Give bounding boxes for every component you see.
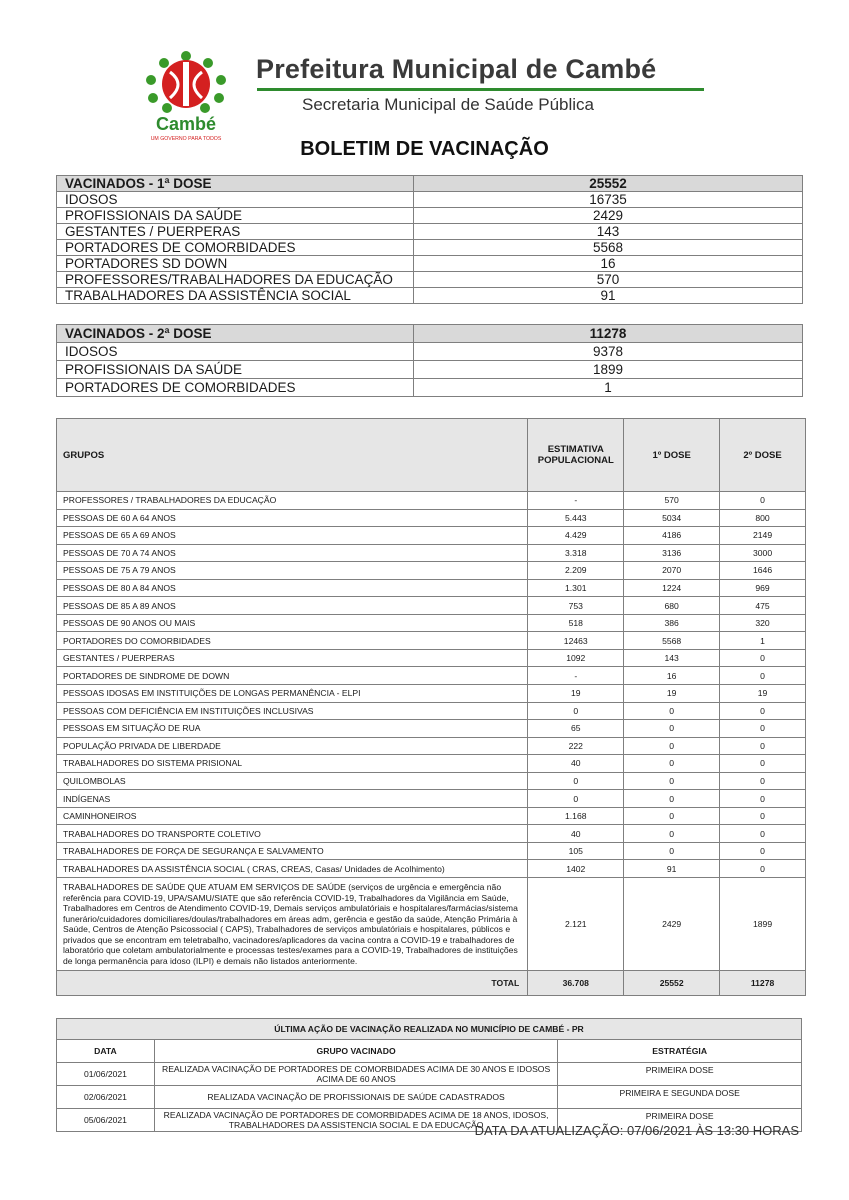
table-row	[57, 562, 806, 580]
group-dose1: 143	[624, 649, 720, 667]
group-dose1: 5568	[624, 632, 720, 650]
group-estimate: 753	[528, 597, 624, 615]
group-dose2: 800	[720, 509, 806, 527]
group-dose1: 0	[624, 737, 720, 755]
table-row	[57, 667, 806, 685]
group-dose2: 0	[720, 737, 806, 755]
table-row	[57, 632, 806, 650]
dose1-summary-table	[56, 175, 803, 304]
dose2-header-row	[57, 325, 803, 343]
group-dose1: 3136	[624, 544, 720, 562]
dose1-row	[57, 240, 803, 256]
group-dose1: 4186	[624, 527, 720, 545]
group-estimate: 3.318	[528, 544, 624, 562]
group-name: PESSOAS DE 75 A 79 ANOS	[57, 562, 528, 580]
col-estrategia: ESTRATÉGIA	[558, 1040, 802, 1063]
group-name: PESSOAS DE 85 A 89 ANOS	[57, 597, 528, 615]
group-estimate: 2.209	[528, 562, 624, 580]
logo-wordmark: Cambé	[155, 114, 217, 134]
actions-caption: ÚLTIMA AÇÃO DE VACINAÇÃO REALIZADA NO MUNICÍPIO DE CAMBÉ - PR	[57, 1019, 802, 1040]
group-dose2: 475	[720, 597, 806, 615]
dose2-total: 11278	[414, 325, 803, 343]
group-dose2: 1646	[720, 562, 806, 580]
group-estimate: -	[528, 492, 624, 510]
total-estimate: 36.708	[528, 971, 624, 996]
group-estimate: 1.301	[528, 579, 624, 597]
group-estimate: 0	[528, 790, 624, 808]
action-strategy: PRIMEIRA E SEGUNDA DOSE	[558, 1086, 802, 1109]
health-workers-row	[57, 878, 806, 971]
group-dose1: 0	[624, 825, 720, 843]
dose1-row-label: PORTADORES DE COMORBIDADES	[57, 240, 414, 256]
dose2-row-label: IDOSOS	[57, 343, 414, 361]
group-name: PESSOAS IDOSAS EM INSTITUIÇÕES DE LONGAS PERMANÊNCIA - ELPI	[57, 685, 528, 703]
health-workers-estimate: 2.121	[528, 878, 624, 971]
group-dose2: 0	[720, 825, 806, 843]
group-dose2: 2149	[720, 527, 806, 545]
bulletin-title: BOLETIM DE VACINAÇÃO	[300, 138, 549, 160]
group-dose2: 0	[720, 667, 806, 685]
group-dose1: 570	[624, 492, 720, 510]
dose2-row-value: 1899	[414, 361, 803, 379]
dose1-header-row	[57, 176, 803, 192]
group-dose1: 19	[624, 685, 720, 703]
col-data: DATA	[57, 1040, 155, 1063]
group-dose2: 0	[720, 842, 806, 860]
table-row	[57, 649, 806, 667]
group-name: PESSOAS COM DEFICIÊNCIA EM INSTITUIÇÕES INCLUSIVAS	[57, 702, 528, 720]
group-dose1: 0	[624, 720, 720, 738]
group-dose2: 1	[720, 632, 806, 650]
groups-table	[56, 418, 806, 996]
dose1-row	[57, 192, 803, 208]
group-name: TRABALHADORES DA ASSISTÊNCIA SOCIAL ( CRAS, CREAS, Casas/ Unidades de Acolhimento)	[57, 860, 528, 878]
actions-header-row	[57, 1040, 802, 1063]
group-estimate: 40	[528, 755, 624, 773]
table-row	[57, 702, 806, 720]
group-dose2: 0	[720, 702, 806, 720]
health-workers-dose1: 2429	[624, 878, 720, 971]
group-dose1: 0	[624, 702, 720, 720]
last-actions-table	[56, 1018, 802, 1132]
action-group: REALIZADA VACINAÇÃO DE PORTADORES DE COMORBIDADES ACIMA DE 30 ANOS E IDOSOS ACIMA DE 60 ANOS	[154, 1063, 557, 1086]
dose2-summary-table	[56, 324, 803, 397]
dose1-row-value: 16	[414, 256, 803, 272]
group-dose2: 0	[720, 807, 806, 825]
group-dose1: 680	[624, 597, 720, 615]
prefeitura-title: Prefeitura Municipal de Cambé	[256, 54, 657, 84]
action-strategy: PRIMEIRA DOSE	[558, 1109, 802, 1132]
group-dose1: 0	[624, 755, 720, 773]
health-workers-group: TRABALHADORES DE SAÚDE QUE ATUAM EM SERVIÇOS DE SAÚDE (serviços de urgência e emergência não referência para COVID-19, UPA/SAMU/SIATE que são referência COVID-19, Trabalhadores da Vigilância em Saúde, Trabalhadores em Centros de Atendimento COVID-19, Demais serviços ambulatóriais e hospitalares/farmácias/sistema funerário/cuidadores domiciliares/doulas/trabalhadores em áreas adm, gerência e gestão da saúde, Atenção Primária à Saúde, Centros de Atenção Psicossocial ( CAPS), Trabalhadores de serviços ambulatóriais e hospitalares, públicos e privados que se encontram em teletrabalho, vacinadores/aplicadores da vacina contra a COVID-19 e trabalhadores de laboratório que coletam ambulatorialmente e processas testes/exames para a COVID-19, Trabalhadores de instituições de longa permanência para idoso (ILPI) e demais não listados anteriormente.	[57, 878, 528, 971]
group-name: POPULAÇÃO PRIVADA DE LIBERDADE	[57, 737, 528, 755]
table-row	[57, 825, 806, 843]
group-name: GESTANTES / PUERPERAS	[57, 649, 528, 667]
group-name: CAMINHONEIROS	[57, 807, 528, 825]
group-dose2: 0	[720, 649, 806, 667]
dose1-row-value: 570	[414, 272, 803, 288]
dose2-row-label: PORTADORES DE COMORBIDADES	[57, 379, 414, 397]
title-underline	[257, 88, 704, 91]
group-name: TRABALHADORES DE FORÇA DE SEGURANÇA E SALVAMENTO	[57, 842, 528, 860]
group-dose1: 0	[624, 790, 720, 808]
dose2-row-value: 9378	[414, 343, 803, 361]
action-group: REALIZADA VACINAÇÃO DE PORTADORES DE COMORBIDADES ACIMA DE 18 ANOS, IDOSOS, TRABALHADORES DA ASSISTENCIA SOCIAL E DA EDUCAÇÃO	[154, 1109, 557, 1132]
group-name: PESSOAS EM SITUAÇÃO DE RUA	[57, 720, 528, 738]
dose2-label: VACINADOS - 2ª DOSE	[57, 325, 414, 343]
action-row	[57, 1086, 802, 1109]
group-dose1: 2070	[624, 562, 720, 580]
action-date: 05/06/2021	[57, 1109, 155, 1132]
group-dose1: 91	[624, 860, 720, 878]
group-estimate: 1092	[528, 649, 624, 667]
group-dose2: 0	[720, 860, 806, 878]
dose2-row	[57, 379, 803, 397]
dose1-row	[57, 224, 803, 240]
col-2a-dose: 2º DOSE	[720, 419, 806, 492]
group-estimate: 518	[528, 614, 624, 632]
group-estimate: 5.443	[528, 509, 624, 527]
group-estimate: 1.168	[528, 807, 624, 825]
group-estimate: 0	[528, 702, 624, 720]
dose1-row-value: 91	[414, 288, 803, 304]
group-dose1: 0	[624, 807, 720, 825]
action-date: 02/06/2021	[57, 1086, 155, 1109]
update-timestamp: DATA DA ATUALIZAÇÃO: 07/06/2021 ÀS 13:30 HORAS	[474, 1123, 799, 1138]
dose1-row-value: 143	[414, 224, 803, 240]
dose1-row-label: PORTADORES SD DOWN	[57, 256, 414, 272]
group-name: PROFESSORES / TRABALHADORES DA EDUCAÇÃO	[57, 492, 528, 510]
group-name: PESSOAS DE 80 A 84 ANOS	[57, 579, 528, 597]
dose1-row-value: 5568	[414, 240, 803, 256]
dose1-row-label: IDOSOS	[57, 192, 414, 208]
cambe-logo-icon	[140, 50, 232, 142]
group-estimate: 105	[528, 842, 624, 860]
action-row	[57, 1063, 802, 1086]
group-dose1: 16	[624, 667, 720, 685]
group-estimate: 65	[528, 720, 624, 738]
dose2-row	[57, 361, 803, 379]
group-dose2: 0	[720, 492, 806, 510]
group-estimate: 4.429	[528, 527, 624, 545]
group-dose2: 320	[720, 614, 806, 632]
total-dose1: 25552	[624, 971, 720, 996]
actions-caption-row	[57, 1019, 802, 1040]
group-estimate: 12463	[528, 632, 624, 650]
dose2-row-value: 1	[414, 379, 803, 397]
group-dose1: 0	[624, 772, 720, 790]
table-row	[57, 755, 806, 773]
group-dose2: 0	[720, 755, 806, 773]
dose1-row-label: TRABALHADORES DA ASSISTÊNCIA SOCIAL	[57, 288, 414, 304]
table-row	[57, 509, 806, 527]
dose1-total: 25552	[414, 176, 803, 192]
cambe-logo	[140, 50, 232, 142]
group-estimate: 0	[528, 772, 624, 790]
table-row	[57, 527, 806, 545]
table-row	[57, 614, 806, 632]
group-name: PESSOAS DE 60 A 64 ANOS	[57, 509, 528, 527]
group-dose2: 0	[720, 790, 806, 808]
total-row	[57, 971, 806, 996]
group-name: TRABALHADORES DO SISTEMA PRISIONAL	[57, 755, 528, 773]
dose1-row-label: PROFISSIONAIS DA SAÚDE	[57, 208, 414, 224]
dose1-row	[57, 256, 803, 272]
table-row	[57, 579, 806, 597]
group-dose1: 1224	[624, 579, 720, 597]
action-group: REALIZADA VACINAÇÃO DE PROFISSIONAIS DE SAÚDE CADASTRADOS	[154, 1086, 557, 1109]
dose1-row-label: PROFESSORES/TRABALHADORES DA EDUCAÇÃO	[57, 272, 414, 288]
logo-slogan: UM GOVERNO PARA TODOS	[150, 136, 222, 142]
group-dose2: 3000	[720, 544, 806, 562]
group-name: PESSOAS DE 70 A 74 ANOS	[57, 544, 528, 562]
group-estimate: -	[528, 667, 624, 685]
secretaria-subtitle: Secretaria Municipal de Saúde Pública	[302, 95, 595, 114]
col-grupos: GRUPOS	[57, 419, 528, 492]
group-dose2: 0	[720, 720, 806, 738]
dose1-label: VACINADOS - 1ª DOSE	[57, 176, 414, 192]
group-name: PORTADORES DE SINDROME DE DOWN	[57, 667, 528, 685]
dose1-row-value: 2429	[414, 208, 803, 224]
health-workers-dose2: 1899	[720, 878, 806, 971]
table-row	[57, 772, 806, 790]
group-estimate: 1402	[528, 860, 624, 878]
dose1-row-label: GESTANTES / PUERPERAS	[57, 224, 414, 240]
table-row	[57, 720, 806, 738]
action-date: 01/06/2021	[57, 1063, 155, 1086]
dose1-row-value: 16735	[414, 192, 803, 208]
group-dose2: 969	[720, 579, 806, 597]
col-grupo-vacinado: GRUPO VACINADO	[154, 1040, 557, 1063]
dose1-row	[57, 208, 803, 224]
table-row	[57, 685, 806, 703]
group-dose1: 386	[624, 614, 720, 632]
table-row	[57, 860, 806, 878]
table-row	[57, 790, 806, 808]
total-dose2: 11278	[720, 971, 806, 996]
dose2-row-label: PROFISSIONAIS DA SAÚDE	[57, 361, 414, 379]
table-row	[57, 842, 806, 860]
group-name: INDÍGENAS	[57, 790, 528, 808]
groups-header-row	[57, 419, 806, 492]
group-name: QUILOMBOLAS	[57, 772, 528, 790]
total-label: TOTAL	[57, 971, 528, 996]
group-name: PESSOAS DE 90 ANOS OU MAIS	[57, 614, 528, 632]
group-dose1: 5034	[624, 509, 720, 527]
group-estimate: 222	[528, 737, 624, 755]
group-name: PORTADORES DO COMORBIDADES	[57, 632, 528, 650]
col-estimativa: ESTIMATIVA POPULACIONAL	[528, 419, 624, 492]
group-dose2: 19	[720, 685, 806, 703]
table-row	[57, 807, 806, 825]
group-estimate: 40	[528, 825, 624, 843]
group-dose1: 0	[624, 842, 720, 860]
dose1-row	[57, 288, 803, 304]
table-row	[57, 737, 806, 755]
col-1a-dose: 1º DOSE	[624, 419, 720, 492]
action-strategy: PRIMEIRA DOSE	[558, 1063, 802, 1086]
group-name: TRABALHADORES DO TRANSPORTE COLETIVO	[57, 825, 528, 843]
table-row	[57, 544, 806, 562]
group-dose2: 0	[720, 772, 806, 790]
table-row	[57, 597, 806, 615]
group-estimate: 19	[528, 685, 624, 703]
table-row	[57, 492, 806, 510]
dose1-row	[57, 272, 803, 288]
dose2-row	[57, 343, 803, 361]
group-name: PESSOAS DE 65 A 69 ANOS	[57, 527, 528, 545]
